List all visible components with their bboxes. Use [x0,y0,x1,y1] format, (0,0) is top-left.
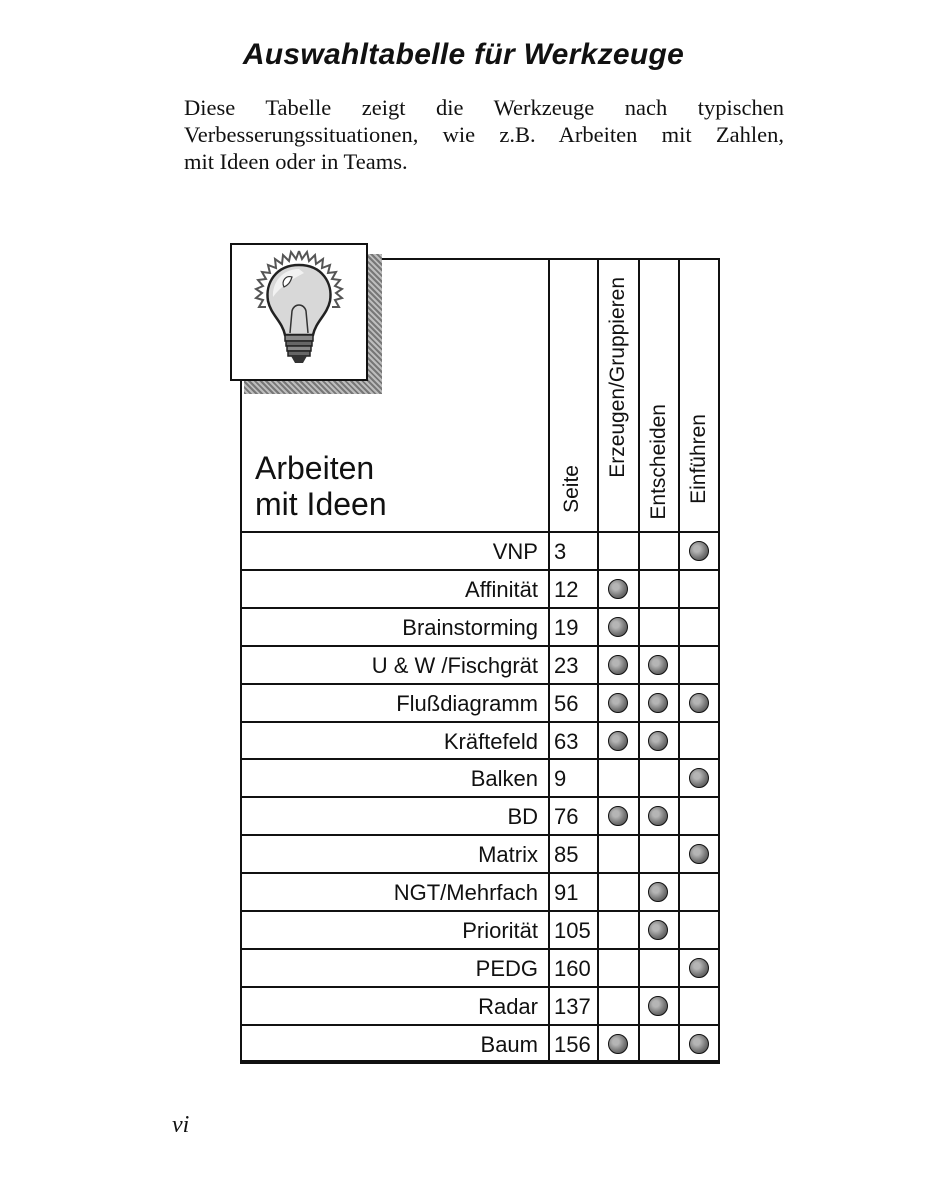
applicability-dot [689,768,709,788]
applicability-dot [608,693,628,713]
section-title-line-2: mit Ideen [255,486,387,522]
table-row [242,912,718,949]
table-row [242,798,718,835]
icon-box [230,243,368,381]
applicability-dot [608,617,628,637]
applicability-dot [689,958,709,978]
table-row [242,571,718,608]
applicability-dot [689,844,709,864]
tool-name: Balken [470,766,538,791]
page-reference: 23 [554,653,579,678]
table-row [242,647,718,684]
table-row [242,609,718,646]
page-reference: 137 [554,994,591,1019]
tool-name: U & W /Fischgrät [371,653,538,678]
column-header-erzeugen-gruppieren: Erzeugen/Gruppieren [606,277,629,478]
section-title-line-1: Arbeiten [255,450,375,486]
applicability-dot [608,806,628,826]
applicability-dot [608,1034,628,1054]
page-reference: 9 [554,766,567,791]
applicability-dot [648,693,668,713]
table-row [242,723,718,760]
tool-name: Priorität [462,918,538,943]
applicability-dot [608,579,628,599]
applicability-dot [689,693,709,713]
tool-name: PEDG [475,956,538,981]
page-reference: 63 [554,729,579,754]
intro-line-1: Diese Tabelle zeigt die Werkzeuge nach typischen [184,95,784,120]
page-title: Auswahltabelle für Werkzeuge [242,38,685,71]
applicability-dot [648,806,668,826]
tool-name: BD [507,804,538,829]
applicability-dot [648,920,668,940]
tool-name: Kräftefeld [443,729,538,754]
column-header-entscheiden: Entscheiden [647,404,670,520]
tool-name: Baum [480,1032,538,1057]
page-reference: 91 [554,880,579,905]
table-row [242,836,718,873]
applicability-dot [648,731,668,751]
table-row [242,760,718,797]
tool-name: Radar [478,994,538,1019]
table-row [242,950,718,987]
tool-name: VNP [492,539,538,564]
applicability-dot [608,731,628,751]
section-title [255,450,387,522]
applicability-dot [689,541,709,561]
intro-line-3: mit Ideen oder in Teams. [184,149,408,174]
row-divider [240,1062,720,1064]
tool-name: Flußdiagramm [396,691,538,716]
table-row [242,685,718,722]
tool-name: Matrix [478,842,538,867]
page-reference: 160 [554,956,591,981]
page-reference: 105 [554,918,591,943]
intro-paragraph [184,94,784,175]
intro-line-2: Verbesserungssituationen, wie z.B. Arbeiten mit Zahlen, [184,122,784,147]
table-row [242,533,718,570]
page-reference: 12 [554,577,579,602]
table-row [242,874,718,911]
tool-name: Brainstorming [402,615,538,640]
applicability-dot [648,996,668,1016]
tool-name: NGT/Mehrfach [393,880,538,905]
tool-name: Affinität [465,577,538,602]
page-reference: 76 [554,804,579,829]
column-header-einfuehren: Einführen [687,414,710,504]
applicability-dot [648,882,668,902]
table-row [242,1026,718,1063]
applicability-dot [608,655,628,675]
applicability-dot [689,1034,709,1054]
lightbulb-icon [232,245,366,379]
page-reference: 3 [554,539,567,564]
page-number: vi [172,1112,190,1138]
page-reference: 156 [554,1032,591,1057]
page-reference: 85 [554,842,579,867]
table-row [242,988,718,1025]
page-reference: 19 [554,615,579,640]
applicability-dot [648,655,668,675]
page-reference: 56 [554,691,579,716]
column-header-seite: Seite [560,465,583,513]
